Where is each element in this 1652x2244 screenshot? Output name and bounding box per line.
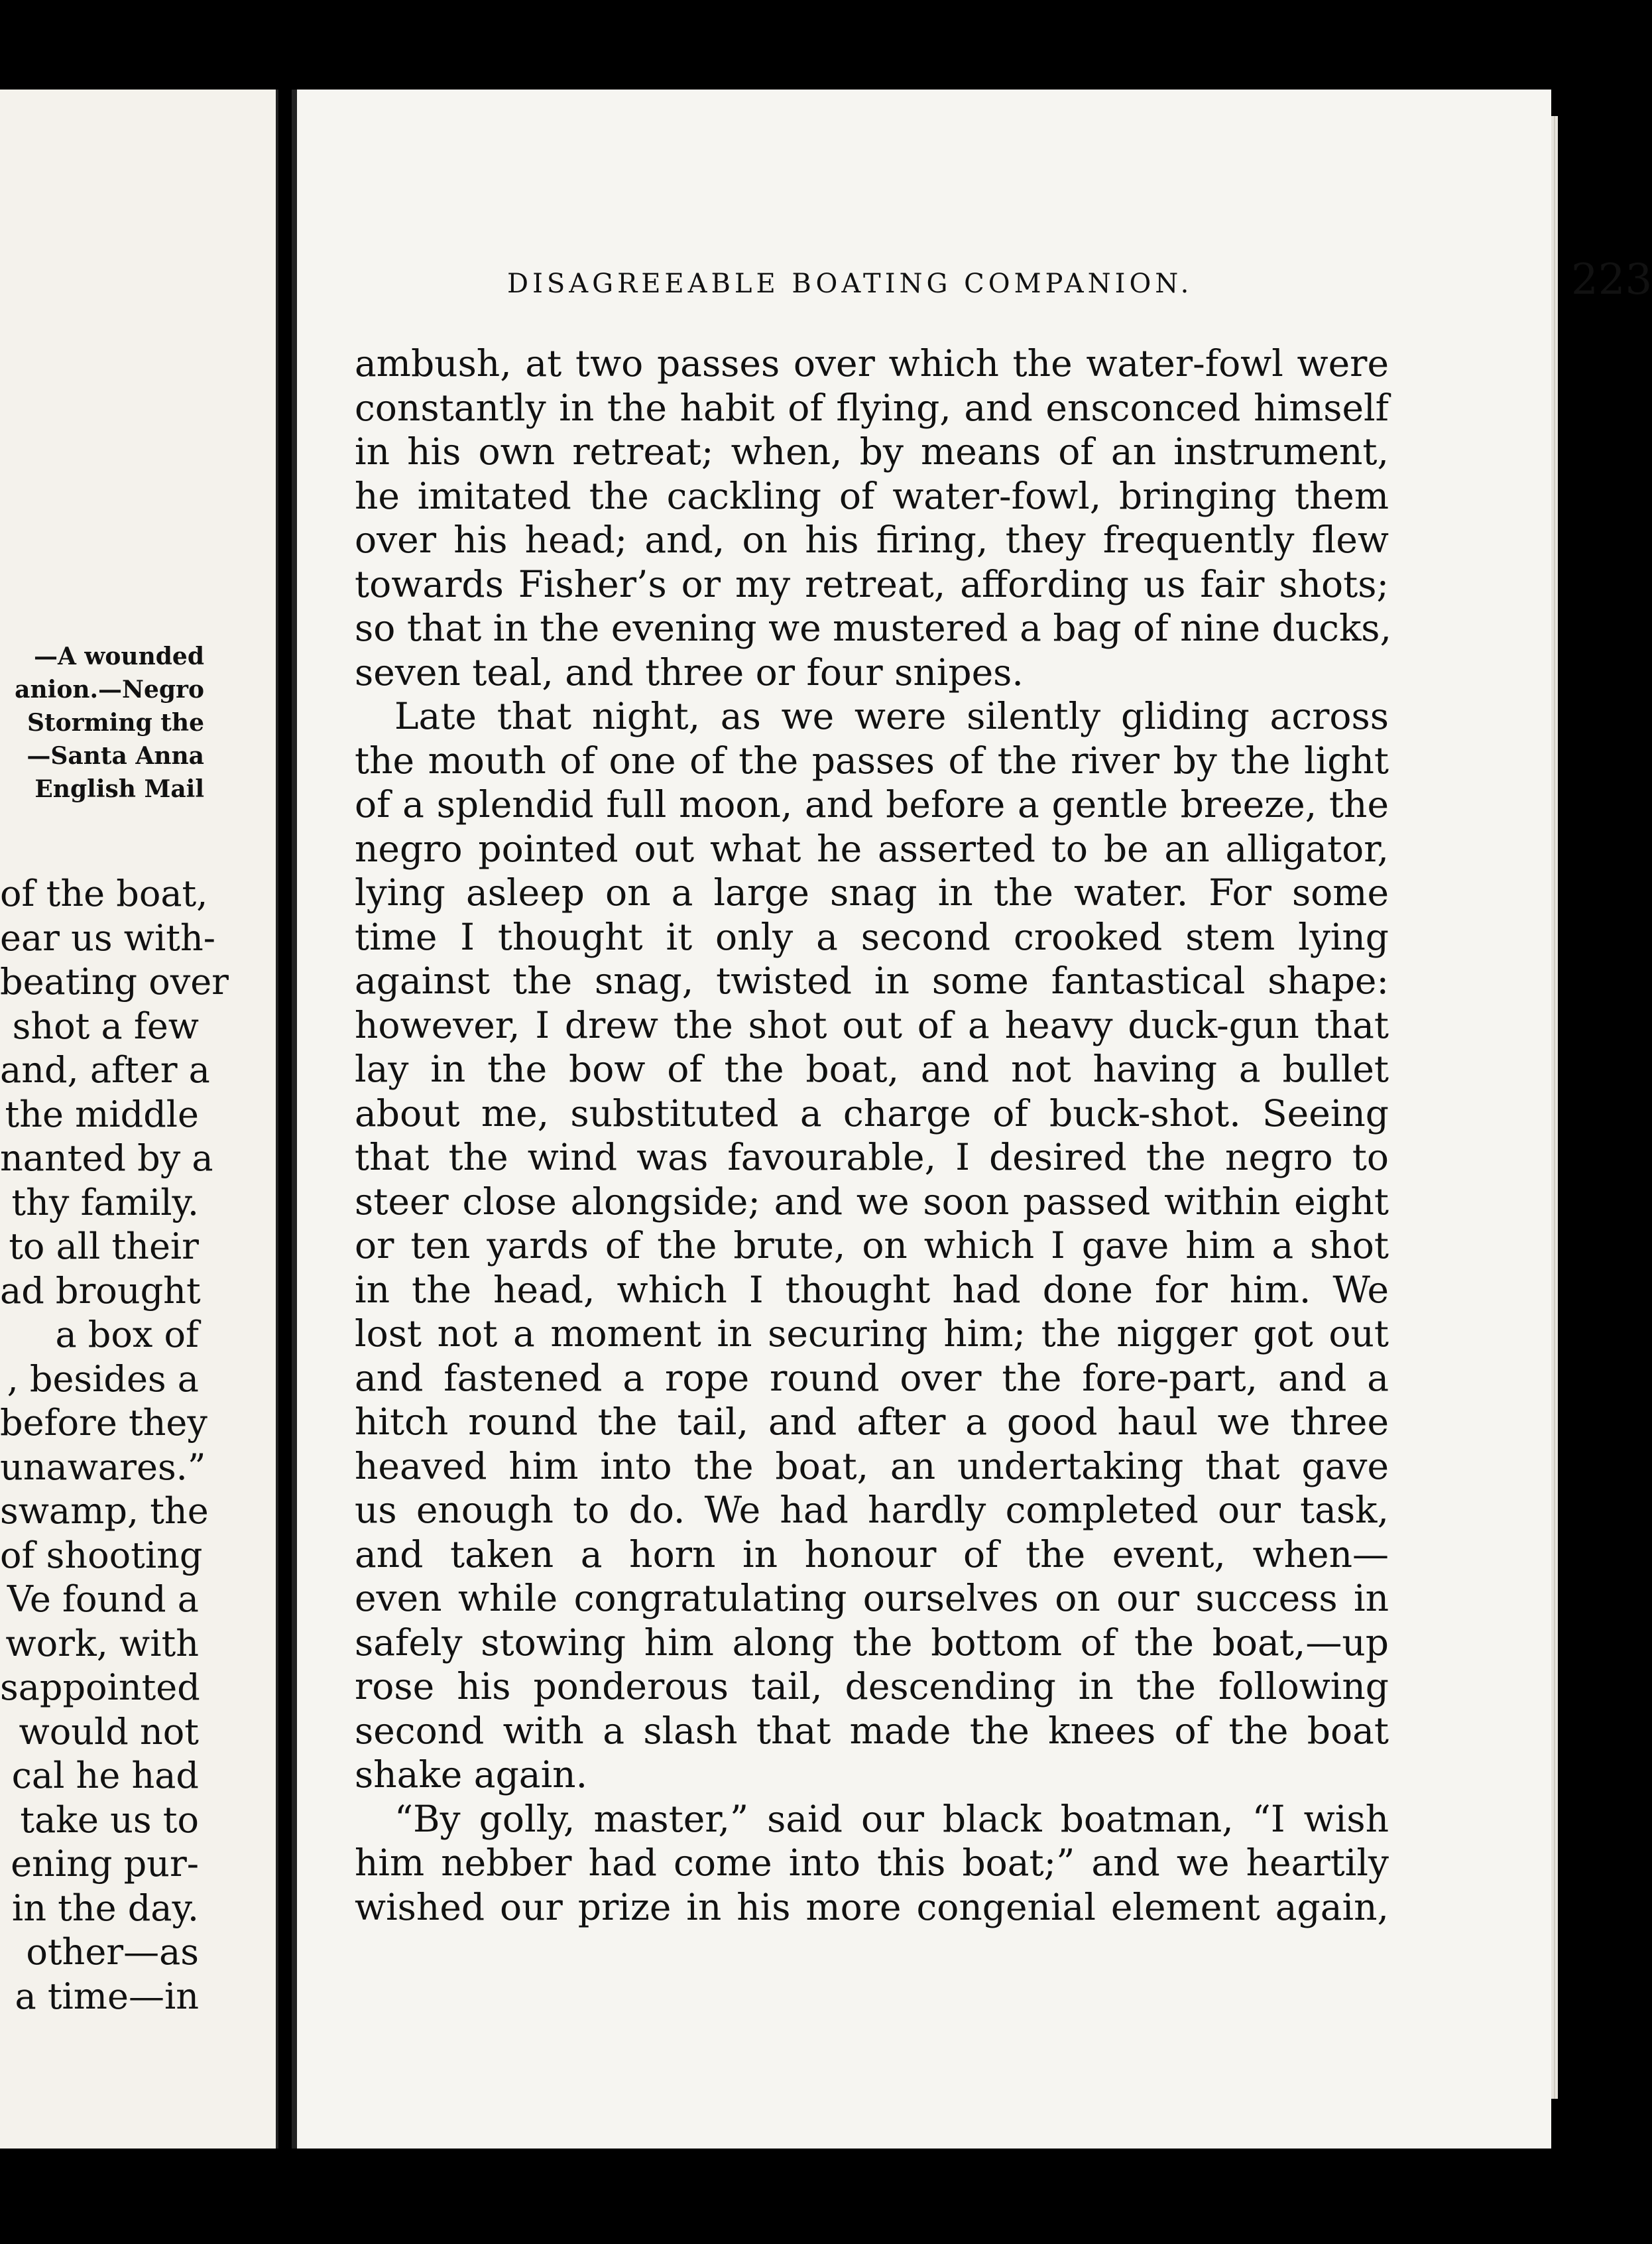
text-line: and taken a horn in honour of the event, when— [355,1532,1389,1576]
body-text [355,342,1392,1929]
summary-line: anion.—Negro [15,676,204,704]
running-head: DISAGREEABLE BOATING COMPANION. [507,269,1193,299]
text-line: cal he had [11,1755,199,1796]
text-line: Ve found a [7,1578,199,1620]
text-line: against the snag, twisted in some fantastical shape: [355,960,1389,1002]
left-page [0,90,278,2149]
text-line: thy family. [11,1181,199,1223]
text-line: Late that night, as we were silently gliding across [394,695,1389,737]
text-line: a box of [55,1314,199,1355]
text-line: heaved him into the boat, an undertaking that gave [355,1444,1389,1487]
text-line: about me, substituted a charge of buck-shot. Seeing [355,1091,1389,1135]
text-line: hitch round the tail, and after a good haul we three [355,1401,1389,1443]
left-page-text [0,872,229,2019]
book-spine-line [292,90,297,2149]
summary-line: Storming the [27,709,204,737]
text-line: however, I drew the shot out of a heavy duck-gun that [355,1003,1389,1046]
text-line: of shooting [0,1534,203,1576]
text-line: sappointed [0,1666,200,1708]
paragraph [355,1797,1389,1930]
text-line: in his own retreat; when, by means of an instrument, [355,430,1389,473]
text-line: that the wind was favourable, I desired the negro to [355,1136,1389,1178]
text-line: work, with [5,1622,199,1664]
text-line: steer close alongside; and we soon passed within eight [355,1180,1389,1223]
text-line: to all their [9,1225,199,1267]
text-line: lay in the bow of the boat, and not having a bullet [355,1048,1389,1090]
text-line: in the head, which I thought had done for him. We [355,1268,1389,1311]
text-line: shot a few [12,1005,199,1047]
text-line: beating over [0,961,229,1003]
page-gutter-line [276,90,278,2149]
text-line: the mouth of one of the passes of the river by the light [355,739,1389,782]
text-line: us enough to do. We had hardly completed our task, [355,1489,1389,1531]
text-line: unawares.” [0,1446,206,1488]
text-line: wished our prize in his more congenial element again, [355,1885,1389,1928]
text-line: swamp, the [0,1490,209,1532]
text-line: lost not a moment in securing him; the nigger got out [355,1312,1389,1355]
right-page [292,90,1652,2149]
text-line: towards Fisher’s or my retreat, affording us fair shots; [355,562,1389,605]
text-line: even while congratulating ourselves on our success in [355,1577,1389,1619]
text-line: “By golly, master,” said our black boatman, “I wish [394,1797,1389,1840]
paragraph [355,694,1389,1797]
text-line: or ten yards of the brute, on which I gave him a shot [355,1224,1389,1267]
text-line: , besides a [7,1357,199,1400]
text-line: before they [0,1402,207,1444]
text-line: shake again. [355,1753,588,1796]
text-line: ening pur- [11,1843,199,1885]
text-line: in the day. [11,1887,199,1929]
text-line: and, after a [0,1049,210,1091]
text-line: rose his ponderous tail, descending in the following [355,1665,1389,1708]
text-line: nanted by a [0,1137,213,1179]
text-line: so that in the evening we mustered a bag of nine ducks, [355,607,1392,649]
text-line: safely stowing him along the bottom of the boat,—up [355,1621,1389,1664]
text-line: he imitated the cackling of water-fowl, bringing them [355,474,1389,517]
text-line: a time—in [15,1975,199,2017]
text-line: take us to [20,1798,199,1841]
text-line: of the boat, [0,873,208,914]
text-line: lying asleep on a large snag in the water. For some [355,871,1389,914]
left-chapter-summary [0,640,204,806]
text-line: ad brought [0,1269,201,1312]
text-line: of a splendid full moon, and before a gentle breeze, the [355,783,1389,826]
text-line: him nebber had come into this boat;” and we heartily [355,1841,1389,1884]
summary-line: —A wounded [33,643,204,670]
text-line: second with a slash that made the knees of the boat [355,1709,1389,1752]
paragraph [355,342,1392,694]
text-line: over his head; and, on his firing, they frequently flew [355,519,1389,561]
text-line: negro pointed out what he asserted to be an alligator, [355,827,1389,870]
text-line: ear us with- [0,916,216,959]
text-line: ambush, at two passes over which the water-fowl were [355,342,1389,385]
text-line: would not [19,1710,199,1753]
text-line: and fastened a rope round over the fore-part, and a [355,1356,1389,1399]
page-number: 223 [1571,255,1652,304]
text-line: constantly in the habit of flying, and ensconced himself [355,386,1389,429]
text-line: seven teal, and three or four snipes. [355,651,1024,694]
text-line: other—as [26,1931,199,1973]
summary-line: English Mail [34,775,204,803]
text-line: the middle [5,1093,199,1135]
summary-line: —Santa Anna [27,742,204,770]
text-line: time I thought it only a second crooked stem lying [355,915,1389,958]
